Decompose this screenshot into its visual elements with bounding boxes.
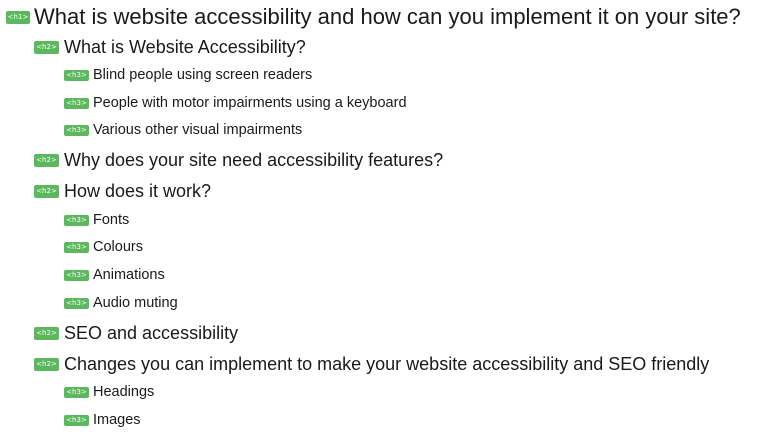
outline-item-h2 xyxy=(34,150,443,171)
heading-text: Animations xyxy=(93,267,165,283)
heading-level-badge: < h3 > xyxy=(64,415,89,426)
heading-level-badge: < h2 > xyxy=(34,185,59,198)
outline-item-h3 xyxy=(64,95,407,111)
heading-level-badge: < h2 > xyxy=(34,358,59,371)
heading-level-badge: < h1 > xyxy=(6,11,30,24)
heading-text: Blind people using screen readers xyxy=(93,67,313,83)
outline-item-h1 xyxy=(6,4,741,30)
heading-level-badge: < h2 > xyxy=(34,154,59,167)
outline-item-h3 xyxy=(64,122,302,138)
heading-text: Headings xyxy=(93,384,155,400)
heading-text: Why does your site need accessibility features? xyxy=(64,150,444,170)
heading-level-badge: < h3 > xyxy=(64,242,89,253)
heading-text: Colours xyxy=(93,239,143,255)
heading-text: Various other visual impairments xyxy=(93,122,303,138)
heading-level-badge: < h3 > xyxy=(64,70,89,81)
heading-text: SEO and accessibility xyxy=(64,323,239,343)
heading-level-badge: < h3 > xyxy=(64,215,89,226)
heading-level-badge: < h2 > xyxy=(34,327,59,340)
heading-text: What is website accessibility and how can you implement it on your site? xyxy=(34,4,741,29)
outline-item-h2 xyxy=(34,37,306,58)
heading-level-badge: < h3 > xyxy=(64,125,89,136)
heading-level-badge: < h2 > xyxy=(34,41,59,54)
heading-level-badge: < h3 > xyxy=(64,387,89,398)
outline-item-h3 xyxy=(64,267,165,283)
heading-text: Images xyxy=(93,412,141,428)
heading-level-badge: < h3 > xyxy=(64,98,89,109)
heading-text: Audio muting xyxy=(93,295,178,311)
heading-text: What is Website Accessibility? xyxy=(64,37,306,57)
heading-level-badge: < h3 > xyxy=(64,270,89,281)
heading-text: Changes you can implement to make your website accessibility and SEO friendly xyxy=(64,354,710,374)
outline-item-h2 xyxy=(34,354,709,375)
outline-item-h3 xyxy=(64,295,178,311)
outline-item-h2 xyxy=(34,323,238,344)
outline-item-h3 xyxy=(64,212,129,228)
heading-level-badge: < h3 > xyxy=(64,298,89,309)
outline-item-h3 xyxy=(64,239,143,255)
heading-text: Fonts xyxy=(93,212,130,228)
outline-item-h2 xyxy=(34,181,211,202)
heading-text: How does it work? xyxy=(64,181,212,201)
outline-item-h3 xyxy=(64,384,154,400)
outline-item-h3 xyxy=(64,412,141,428)
heading-text: People with motor impairments using a keyboard xyxy=(93,95,407,111)
outline-item-h3 xyxy=(64,67,312,83)
